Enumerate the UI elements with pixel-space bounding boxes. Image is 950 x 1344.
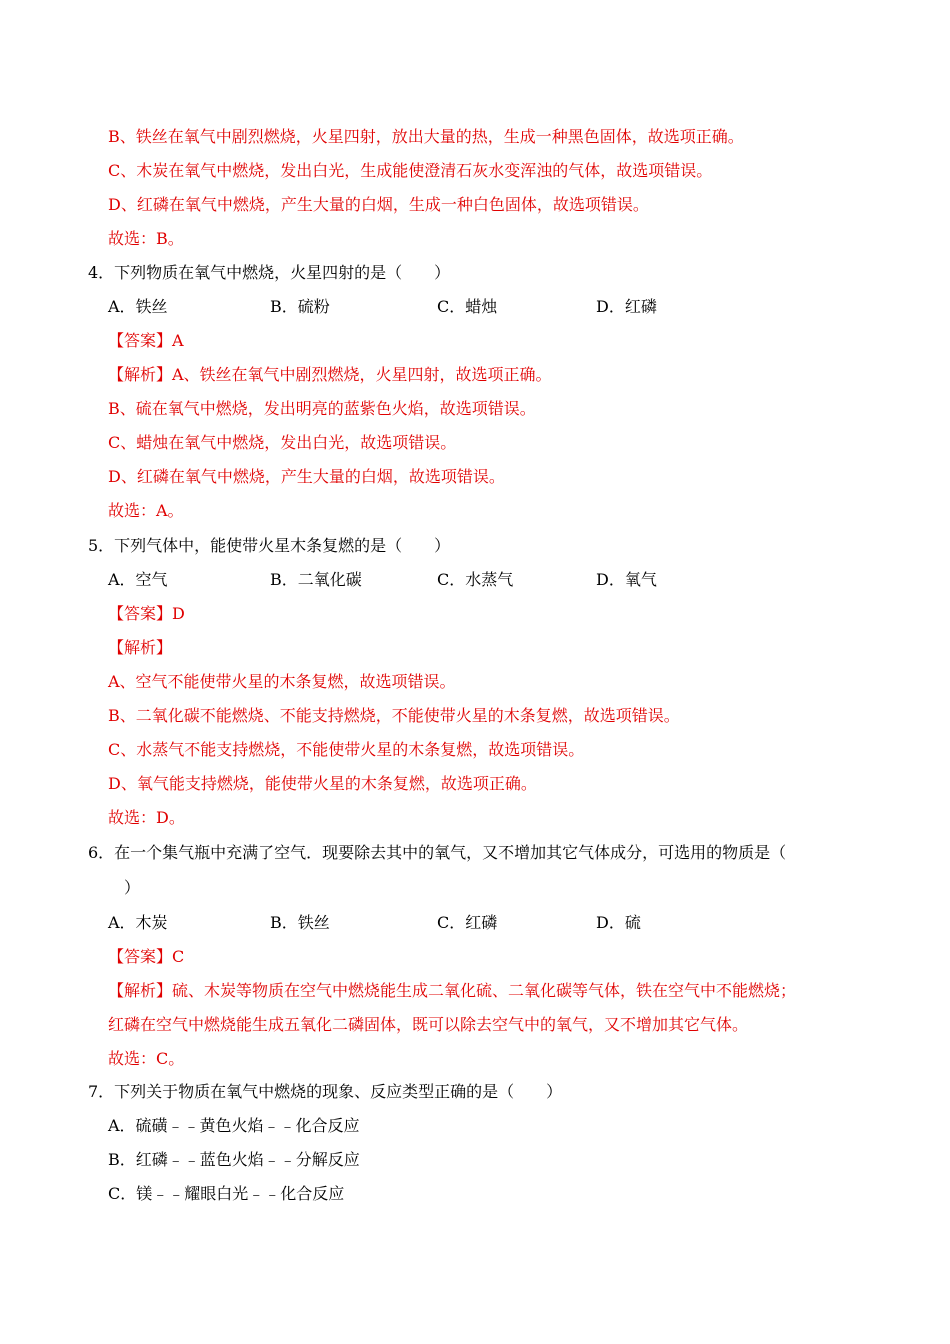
q5-answer: 【答案】D [108, 604, 185, 623]
q6-stem: 6．在一个集气瓶中充满了空气．现要除去其中的氧气，又不增加其它气体成分，可选用的物质是（ [88, 843, 787, 862]
q4-analysis-c: C、蜡烛在氧气中燃烧，发出白光，故选项错误。 [108, 433, 457, 452]
q5-option-c: C．水蒸气 [437, 570, 514, 589]
q6-answer: 【答案】C [108, 947, 185, 966]
q5-conclusion: 故选：D。 [108, 808, 185, 827]
q6-option-b: B．铁丝 [270, 913, 330, 932]
q5-analysis-c: C、水蒸气不能支持燃烧，不能使带火星的木条复燃，故选项错误。 [108, 740, 585, 759]
q4-stem: 4．下列物质在氧气中燃烧，火星四射的是（ ） [88, 263, 451, 282]
q6-option-c: C．红磷 [437, 913, 498, 932]
q6-option-d: D．硫 [596, 913, 641, 932]
q6-conclusion: 故选：C。 [108, 1049, 185, 1068]
prev-conclusion: 故选：B。 [108, 229, 184, 248]
q6-stem-continued: ） [124, 878, 141, 897]
q4-option-c: C．蜡烛 [437, 297, 498, 316]
q5-analysis-d: D、氧气能支持燃烧，能使带火星的木条复燃，故选项正确。 [108, 774, 537, 793]
q5-analysis-b: B、二氧化碳不能燃烧、不能支持燃烧，不能使带火星的木条复燃，故选项错误。 [108, 706, 680, 725]
prev-analysis-c: C、木炭在氧气中燃烧，发出白光，生成能使澄清石灰水变浑浊的气体，故选项错误。 [108, 161, 713, 180]
q4-option-b: B．硫粉 [270, 297, 330, 316]
q5-option-d: D．氧气 [596, 570, 657, 589]
q4-conclusion: 故选：A。 [108, 501, 184, 520]
q6-option-a: A．木炭 [108, 913, 168, 932]
q7-option-c: C．镁﹣﹣耀眼白光﹣﹣化合反应 [108, 1184, 345, 1203]
prev-analysis-d: D、红磷在氧气中燃烧，产生大量的白烟，生成一种白色固体，故选项错误。 [108, 195, 649, 214]
q4-analysis-b: B、硫在氧气中燃烧，发出明亮的蓝紫色火焰，故选项错误。 [108, 399, 536, 418]
prev-analysis-b: B、铁丝在氧气中剧烈燃烧，火星四射，放出大量的热，生成一种黑色固体，故选项正确。 [108, 127, 744, 146]
q4-answer: 【答案】A [108, 331, 184, 350]
q5-option-b: B．二氧化碳 [270, 570, 362, 589]
q4-analysis-d: D、红磷在氧气中燃烧，产生大量的白烟，故选项错误。 [108, 467, 505, 486]
q6-analysis-line1: 【解析】硫、木炭等物质在空气中燃烧能生成二氧化硫、二氧化碳等气体，铁在空气中不能燃烧； [108, 981, 797, 1000]
q5-analysis: 【解析】 [108, 638, 173, 657]
q4-option-a: A．铁丝 [108, 297, 168, 316]
q5-stem: 5．下列气体中，能使带火星木条复燃的是（ ） [88, 536, 451, 555]
q7-option-b: B．红磷﹣﹣蓝色火焰﹣﹣分解反应 [108, 1150, 360, 1169]
q5-analysis-a: A、空气不能使带火星的木条复燃，故选项错误。 [108, 672, 456, 691]
q4-analysis: 【解析】A、铁丝在氧气中剧烈燃烧，火星四射，故选项正确。 [108, 365, 552, 384]
q7-stem: 7．下列关于物质在氧气中燃烧的现象、反应类型正确的是（ ） [88, 1082, 563, 1101]
q7-option-a: A．硫磺﹣﹣黄色火焰﹣﹣化合反应 [108, 1116, 360, 1135]
q4-option-d: D．红磷 [596, 297, 657, 316]
q5-option-a: A．空气 [108, 570, 168, 589]
q6-analysis-line2: 红磷在空气中燃烧能生成五氧化二磷固体，既可以除去空气中的氧气，又不增加其它气体。 [108, 1015, 749, 1034]
